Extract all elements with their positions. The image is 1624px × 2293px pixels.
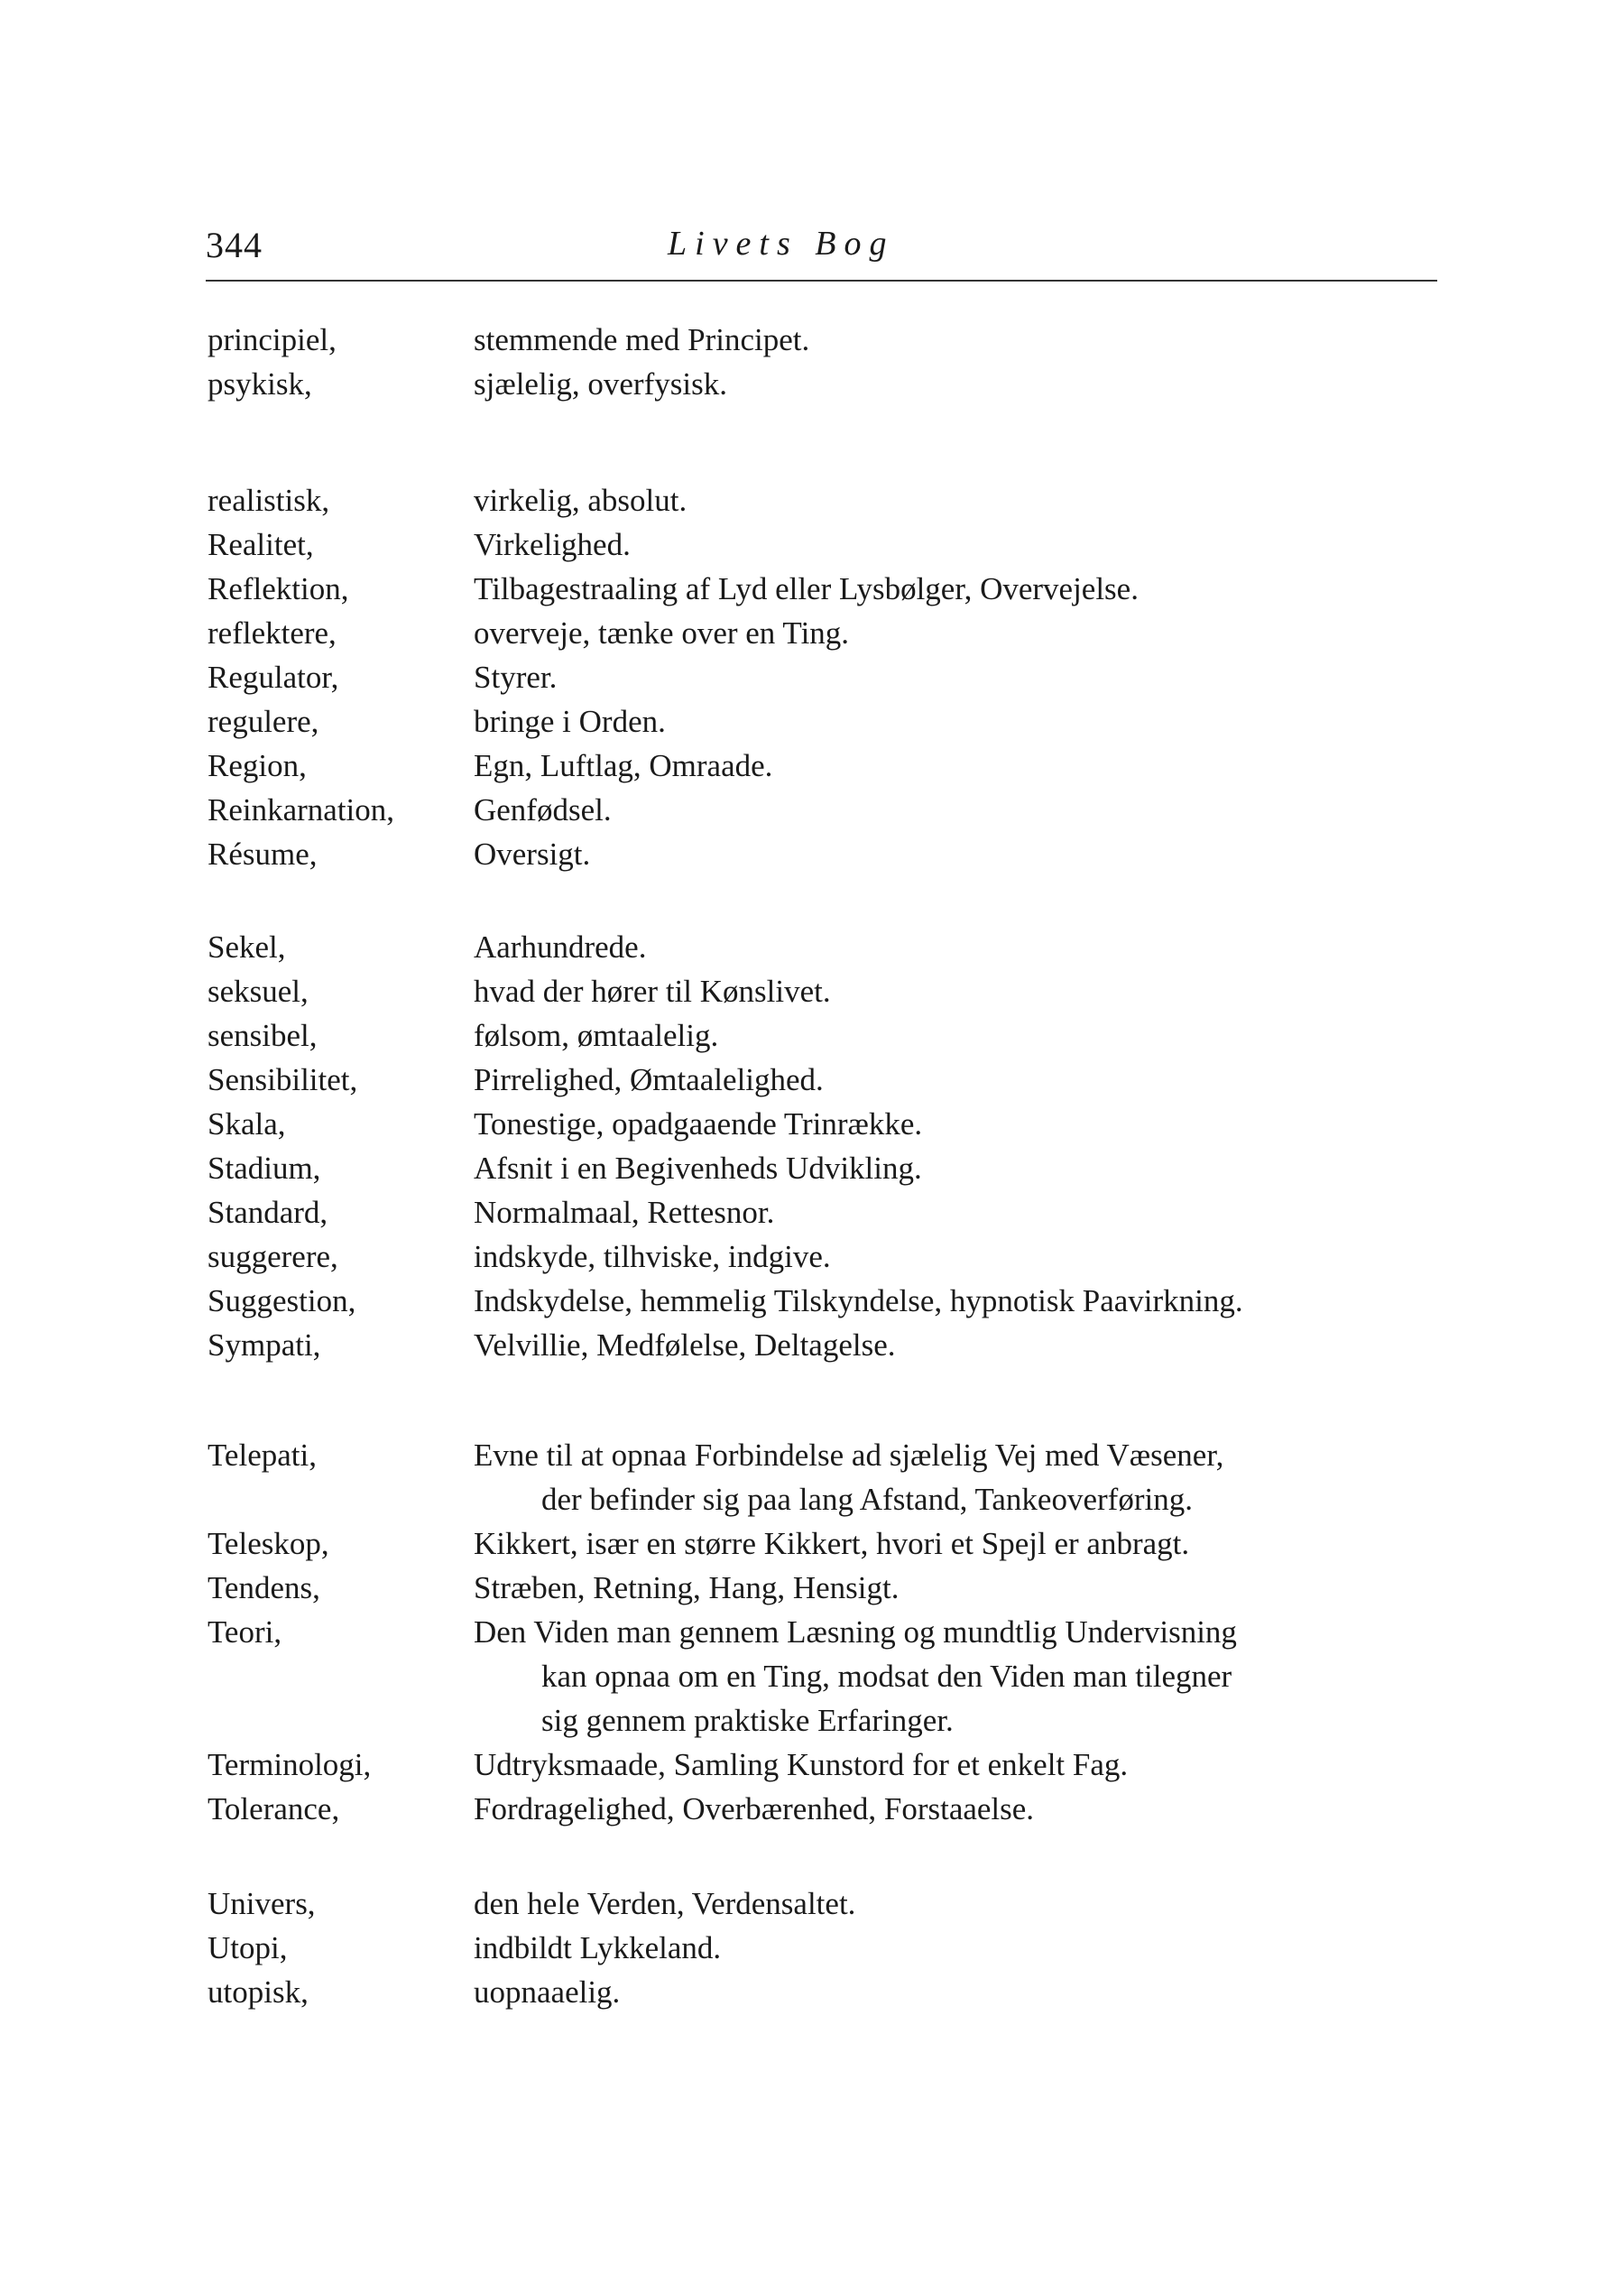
entry-term: Utopi, — [208, 1930, 288, 1965]
entry-definition: Virkelighed. — [474, 527, 631, 562]
entry-definition: Oversigt. — [474, 837, 591, 872]
entry-definition-continuation: kan opnaa om en Ting, modsat den Viden man tilegner — [541, 1659, 1232, 1694]
entry-definition: Tilbagestraaling af Lyd eller Lysbølger, Overvejelse. — [474, 571, 1139, 606]
entry-definition-continuation: sig gennem praktiske Erfaringer. — [541, 1703, 954, 1738]
entry-definition: bringe i Orden. — [474, 704, 666, 739]
entry-definition-continuation: der befinder sig paa lang Afstand, Tankeoverføring. — [541, 1482, 1193, 1517]
entry-term: Reflektion, — [208, 571, 349, 606]
entry-term: Suggestion, — [208, 1283, 356, 1318]
entry-definition: Egn, Luftlag, Omraade. — [474, 748, 773, 783]
entry-term: Univers, — [208, 1886, 316, 1921]
entry-term: sensibel, — [208, 1018, 318, 1053]
entry-definition: Stræben, Retning, Hang, Hensigt. — [474, 1570, 900, 1605]
entry-definition: uopnaaelig. — [474, 1974, 621, 2010]
entry-term: Sekel, — [208, 929, 286, 965]
entry-definition: Tonestige, opadgaaende Trinrække. — [474, 1106, 923, 1142]
entry-definition: indbildt Lykkeland. — [474, 1930, 722, 1965]
entry-definition: Pirrelighed, Ømtaalelighed. — [474, 1062, 824, 1097]
entry-definition: indskyde, tilhviske, indgive. — [474, 1239, 831, 1274]
entry-term: Skala, — [208, 1106, 286, 1142]
entry-term: Realitet, — [208, 527, 314, 562]
entry-definition: Velvillie, Medfølelse, Deltagelse. — [474, 1327, 896, 1363]
entry-definition: overveje, tænke over en Ting. — [474, 615, 850, 651]
entry-term: Region, — [208, 748, 307, 783]
entry-definition: Normalmaal, Rettesnor. — [474, 1195, 775, 1230]
entry-definition: Den Viden man gennem Læsning og mundtlig Undervisning — [474, 1614, 1237, 1650]
entry-term: Résume, — [208, 837, 318, 872]
entry-term: Teori, — [208, 1614, 282, 1650]
entry-term: Teleskop, — [208, 1526, 329, 1561]
entry-term: Sensibilitet, — [208, 1062, 358, 1097]
page-number: 344 — [206, 225, 263, 265]
entry-term: regulere, — [208, 704, 319, 739]
entry-definition: den hele Verden, Verdensaltet. — [474, 1886, 856, 1921]
entry-term: Tendens, — [208, 1570, 320, 1605]
entry-definition: Styrer. — [474, 660, 558, 695]
entry-definition: virkelig, absolut. — [474, 483, 687, 518]
entry-term: Sympati, — [208, 1327, 321, 1363]
entry-definition: Kikkert, især en større Kikkert, hvori et Spejl er anbragt. — [474, 1526, 1190, 1561]
entry-definition: Genfødsel. — [474, 792, 612, 828]
entry-term: seksuel, — [208, 974, 309, 1009]
entry-definition: Udtryksmaade, Samling Kunstord for et enkelt Fag. — [474, 1747, 1129, 1782]
entry-term: realistisk, — [208, 483, 330, 518]
entry-definition: Afsnit i en Begivenheds Udvikling. — [474, 1151, 922, 1186]
entry-definition: sjælelig, overfysisk. — [474, 366, 727, 402]
entry-term: Standard, — [208, 1195, 328, 1230]
entry-term: Stadium, — [208, 1151, 321, 1186]
entry-term: Telepati, — [208, 1438, 317, 1473]
page-header — [0, 0, 1624, 289]
entry-term: Tolerance, — [208, 1791, 340, 1826]
entry-term: Terminologi, — [208, 1747, 372, 1782]
entry-term: Regulator, — [208, 660, 339, 695]
entry-definition: følsom, ømtaalelig. — [474, 1018, 719, 1053]
entry-definition: Indskydelse, hemmelig Tilskyndelse, hypnotisk Paavirkning. — [474, 1283, 1243, 1318]
entry-term: Reinkarnation, — [208, 792, 395, 828]
entry-term: utopisk, — [208, 1974, 309, 2010]
entry-term: reflektere, — [208, 615, 337, 651]
entry-definition: Aarhundrede. — [474, 929, 647, 965]
entry-definition: Fordragelighed, Overbærenhed, Forstaaelse. — [474, 1791, 1035, 1826]
entry-definition: stemmende med Principet. — [474, 322, 810, 357]
running-title: Livets Bog — [668, 225, 895, 263]
entry-definition: hvad der hører til Kønslivet. — [474, 974, 831, 1009]
entry-term: principiel, — [208, 322, 337, 357]
header-rule — [206, 280, 1437, 282]
entry-definition: Evne til at opnaa Forbindelse ad sjælelig Vej med Væsener, — [474, 1438, 1224, 1473]
entry-term: suggerere, — [208, 1239, 338, 1274]
entry-term: psykisk, — [208, 366, 312, 402]
